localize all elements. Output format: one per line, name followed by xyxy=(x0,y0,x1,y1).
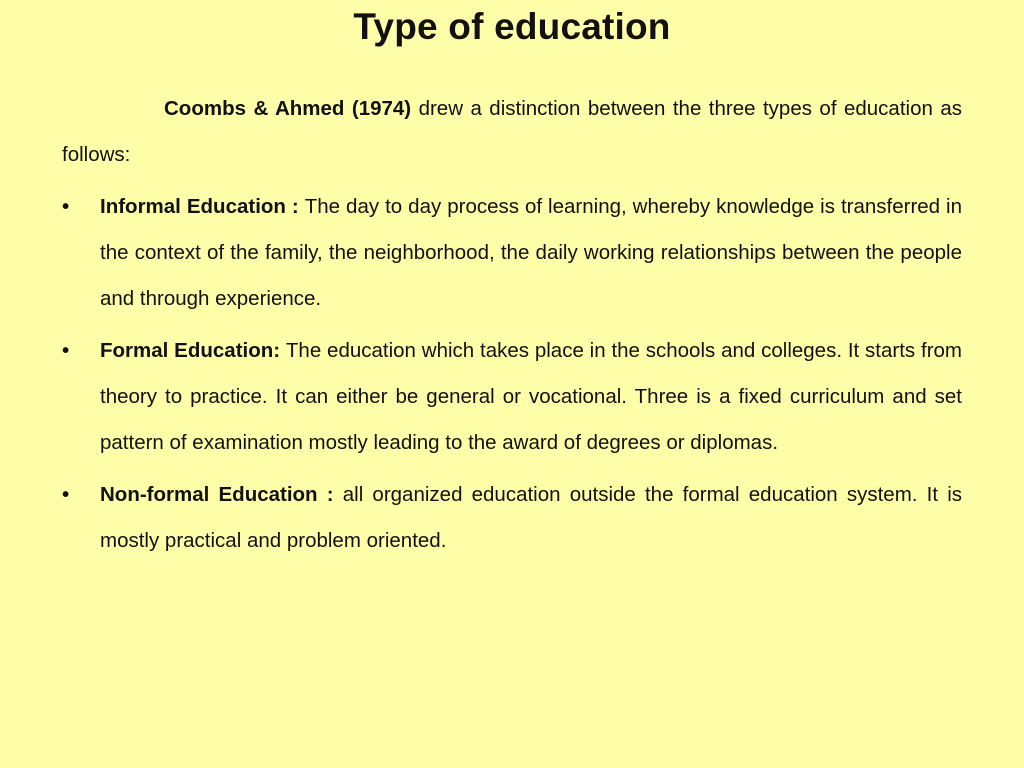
bullet-icon: • xyxy=(62,195,70,218)
list-item-non-formal-education xyxy=(62,472,962,564)
bullet-text: all organized education outside the formal education system. It is mostly practical and problem oriented. xyxy=(100,483,962,552)
intro-text: drew a distinction between the three types of education as follows: xyxy=(62,97,962,166)
bullet-term: Non-formal Education : xyxy=(100,483,343,506)
intro-citation: Coombs & Ahmed (1974) xyxy=(164,97,412,120)
list-item-informal-education xyxy=(62,184,962,322)
bullet-term: Formal Education: xyxy=(100,339,286,362)
bullet-icon: • xyxy=(62,339,70,362)
list-item-formal-education xyxy=(62,328,962,466)
bullet-text: The education which takes place in the schools and colleges. It starts from theory to practice. It can either be general or vocational. Three is a fixed curriculum and set pattern of examination mostly leading to the award of degrees or diplomas. xyxy=(100,339,962,454)
bullet-term: Informal Education : xyxy=(100,195,305,218)
bullet-text: The day to day process of learning, whereby knowledge is transferred in the context of the family, the neighborhood, the daily working relationships between the people and through experience. xyxy=(100,195,963,310)
intro-paragraph xyxy=(62,86,962,178)
slide-title: Type of education xyxy=(353,6,671,47)
bullet-icon: • xyxy=(62,483,70,506)
slide-content xyxy=(62,86,962,570)
education-types-list xyxy=(62,184,962,564)
